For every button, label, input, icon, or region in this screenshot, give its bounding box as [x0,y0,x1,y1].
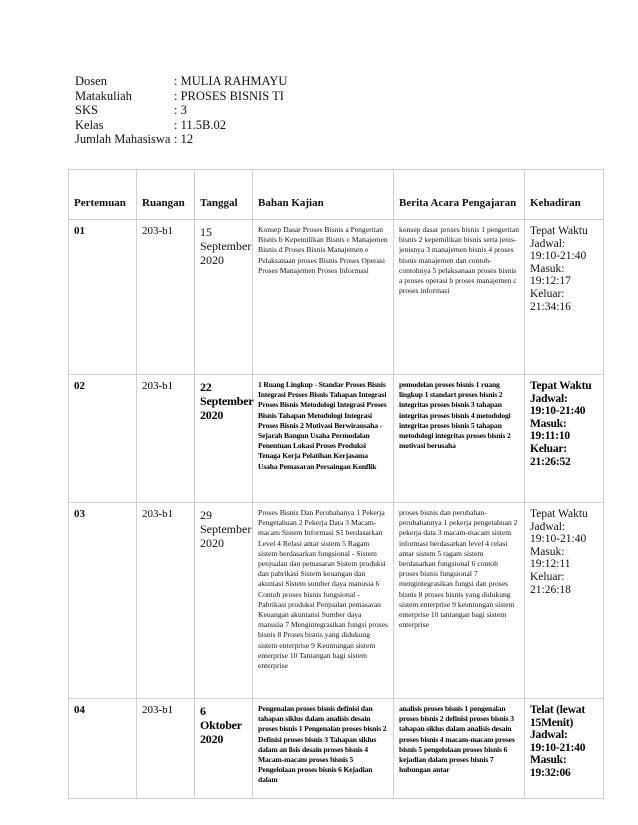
info-label: Jumlah Mahasiswa [75,132,171,146]
cell-berita-acara: proses bisnis dan perubahan-perubahannya 1 pekerja pengetahuan 2 pekerja data 3 macam-macam sistem informasi berdasarkan level 4 relasi antar sistem 5 ragam sistem berdasarkan fungsional 6 contoh proses bisnis fungsional 7 mengintegrasikan fungsi dan proses bisnis 8 proses bisnis yang didukung sistem enterprise 9 keuntungan sistem enterprise 10 tantangan bagi sistem enterprise [394,503,525,699]
info-row-kelas [75,118,287,133]
info-label: Matakuliah [75,88,132,103]
info-value: : PROSES BISNIS TI [174,88,284,103]
col-header-ruangan: Ruangan [137,170,195,220]
info-label: SKS [75,103,98,117]
cell-tanggal: 22 September 2020 [195,375,253,503]
cell-pertemuan: 01 [69,220,137,375]
col-header-pertemuan: Pertemuan [69,170,137,220]
cell-tanggal: 29 September 2020 [195,503,253,699]
info-label: Dosen [75,74,107,88]
info-value: : 12 [174,132,194,146]
info-row-dosen [75,74,287,89]
col-header-kehadiran: Kehadiran [525,170,604,220]
info-value: : 11.5B.02 [174,117,226,132]
table-row [69,699,604,799]
cell-bahan-kajian: Pengenalan proses bisnis definisi dan tahapan siklus dalam analisis desain proses bisnis 1 Pengenalan proses bisnis 2 Definisi proses bisnis 3 Tahapan siklus dalam an lisis desain proses bisnis 4 Macam-macam proses bisnis 5 Pengelolaan proses bisnis 6 Kejadian dalam [253,699,394,799]
table-row [69,503,604,699]
info-row-matakuliah [75,89,287,104]
cell-bahan-kajian: 1 Ruang Lingkup - Standar Proses Bisnis Integrasi Proses Bisnis Tahapan Integrasi Proses Bisnis Metodologi Integrasi Proses Bisnis Tahapan Metodologi Integrasi Proses Bisnis 2 Motivasi Berwirausaha - Sejarah Bangun Usaha Permodalan Penentuan Lokasi Proses Produksi Tenaga Kerja Pelatihan Kerjasama Usaha Pemasaran Persaingan Konflik [253,375,394,503]
cell-kehadiran: Tepat Waktu Jadwal: 19:10-21:40 Masuk: 19:12:11 Keluar: 21:26:18 [525,503,604,699]
cell-pertemuan: 04 [69,699,137,799]
cell-berita-acara: analisis proses bisnis 1 pengenalan proses bisnis 2 definisi proses bisnis 3 tahapan siklus dalam analisis desain proses bisnis 4 macam-macam proses bisnis 5 pengelolaan proses bisnis 6 kejadian dalam proses bisnis 7 hubungan antar [394,699,525,799]
cell-tanggal: 6 Oktober 2020 [195,699,253,799]
cell-ruangan: 203-b1 [137,699,195,799]
attendance-table [68,169,604,799]
col-header-tanggal: Tanggal [195,170,253,220]
course-info [75,74,287,147]
cell-ruangan: 203-b1 [137,220,195,375]
cell-ruangan: 203-b1 [137,375,195,503]
col-header-berita-acara: Berita Acara Pengajaran [394,170,525,220]
info-label: Kelas [75,117,104,132]
info-value: : 3 [174,103,187,117]
cell-pertemuan: 02 [69,375,137,503]
info-row-sks [75,103,287,118]
cell-kehadiran: Telat (lewat 15Menit) Jadwal: 19:10-21:40 Masuk: 19:32:06 [525,699,604,799]
cell-kehadiran: Tepat Waktu Jadwal: 19:10-21:40 Masuk: 19:11:10 Keluar: 21:26:52 [525,375,604,503]
col-header-bahan-kajian: Bahan Kajian [253,170,394,220]
cell-ruangan: 203-b1 [137,503,195,699]
cell-kehadiran: Tepat Waktu Jadwal: 19:10-21:40 Masuk: 19:12:17 Keluar: 21:34:16 [525,220,604,375]
cell-berita-acara: konsep dasar proses bisnis 1 pengertian bisnis 2 kepemilikan bisnis serta jenis-jenisnya 3 manajemen bisnis 4 proses bisnis manajemen dan contoh-contohnya 5 pelaksanaan proses bisnis a proses operasi b proses manajemen c proses informasi [394,220,525,375]
cell-pertemuan: 03 [69,503,137,699]
table-header-row [69,170,604,220]
cell-bahan-kajian: Konsep Dasar Proses Bisnis a Pengertian Bisnis b Kepemilikan Bisnis c Manajemen Bisnis d Proses Bisnis Manajemen e Pelaksanaan proses Bisnis Proses Operasi Proses Manajemen Proses Informasi [253,220,394,375]
cell-berita-acara: pemodelan proses bisnis 1 ruang lingkup 1 standart proses bisnis 2 integritas proses bisnis 3 tahapan integritas proses bisnis 4 metodologi integritas proses bisnis 5 tahapan metodologi integritas proses bisnis 2 motivasi berusaha [394,375,525,503]
table-row [69,220,604,375]
table-row [69,375,604,503]
cell-bahan-kajian: Proses Bisnis Dan Perubahanya 1 Pekerja Pengetahuan 2 Pekerja Data 3 Macam-macam Sistem Informasi S1 berdasarkan Level 4 Relasi antar sistem 5 Ragam sistem berdasarkan fungsional - Sistem penjualan dan pemasaran Sistem produksi dan pabrikasi Sistem keuangan dan akuntasi Sistem sumber daya manusia 6 Contoh proses bisnis fungsional - Pabrikasi produksi Penjualan pemasaran Keuangan akuntansi Sumber daya manusia 7 Mengintegrasikan fungsi proses bisnis 8 Proses bisnis yang didukung sistem enterprise 9 Keuntungan sistem enterprise 10 Tantangan bagi sistem enterprise [253,503,394,699]
info-value: : MULIA RAHMAYU [174,74,288,88]
cell-tanggal: 15 September 2020 [195,220,253,375]
info-row-jumlah-mahasiswa [75,132,287,147]
